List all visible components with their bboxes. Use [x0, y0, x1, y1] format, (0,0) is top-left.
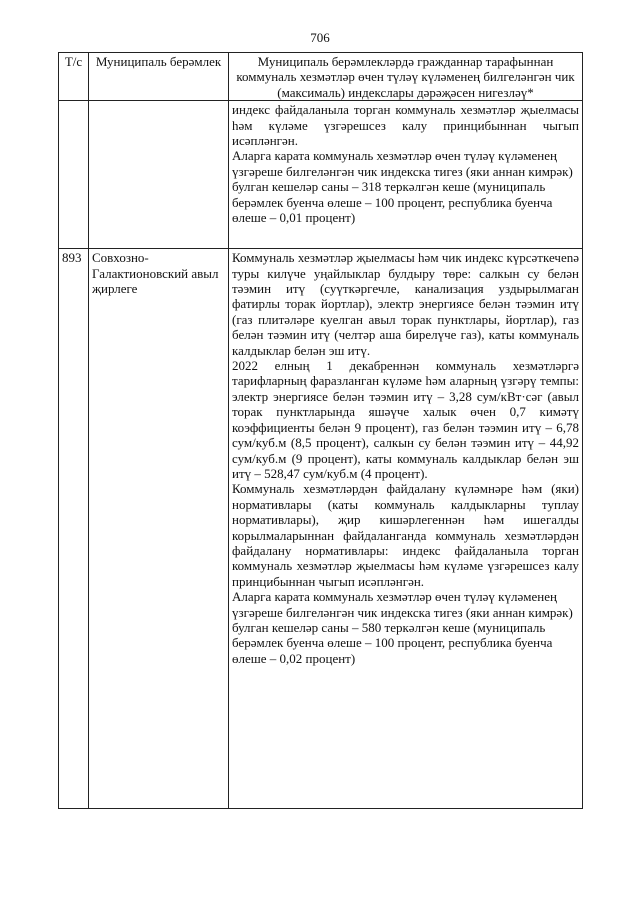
header-municipality: Муниципаль берәмлек — [89, 53, 229, 101]
row-indicator-text — [229, 101, 583, 249]
row-municipality — [89, 101, 229, 249]
table-row — [59, 249, 583, 809]
paragraph: Коммуналь хезмәтләр җыелмасы һәм чик индекс күрсәткечenә туры килүче уңайлыклар булдыру төре: салкын су белән тәэмин итү (суүткәргечле, канализация уздырылмаган фатирлы торак йортлар), электр энергиясе белән тәэмин итү (газ плитәләре куелган авыл торак пунктлары, йортлар), газ белән тәэмин итү (челтәр аша бирелүче газ), каты коммуналь калдыклар белән эш итү. — [232, 250, 579, 358]
header-number: Т/с — [59, 53, 89, 101]
table-header-row — [59, 53, 583, 101]
municipal-index-table — [58, 52, 583, 809]
page-number: 706 — [310, 30, 330, 45]
row-indicator-text — [229, 249, 583, 809]
row-number: 893 — [59, 249, 89, 809]
paragraph: Аларга карата коммуналь хезмәтләр өчен түләү күләменең үзгәреше билгеләнгән чик индекска тигез (яки аннан кимрәк) булган кешеләр саны – 318 теркәлгән кеше (муниципаль берәмлек буенча өлеше – 100 процент, республика буенча өлеше – 0,01 процент) — [232, 148, 573, 226]
paragraph: Коммуналь хезмәтләрдән файдалану күләмнәре һәм (яки) нормативлары (каты коммуналь калдыкларны туплау нормативлары), җир кишәрлегеннән һәм ишегалды корылмаларыннан файдаланганда коммуналь хезмәтләрдән файдалану нормативлары: индекс файдаланыла торган коммуналь хезмәтләр җыелмасы һәм күләме үзгәрешсез калу принцибыннан чыгып исәпләнгән. — [232, 481, 579, 589]
paragraph: индекс файдаланыла торган коммуналь хезмәтләр җыелмасы һәм күләме үзгәрешсез калу принцибыннан чыгып исәпләнгән. — [232, 102, 579, 149]
paragraph: Аларга карата коммуналь хезмәтләр өчен түләү күләменең үзгәреше билгеләнгән чик индекска тигез (яки аннан кимрәк) булган кешеләр саны – 580 теркәлгән кеше (муниципаль берәмлек буенча өлеше – 100 процент, республика буенча өлеше – 0,02 процент) — [232, 589, 573, 666]
row-number — [59, 101, 89, 249]
header-indicator: Муниципаль берәмлекләрдә гражданнар тарафыннан коммуналь хезмәтләр өчен түләү күләменең билгеләнгән чик (максималь) индекслары дәрәҗәсен нигезләү* — [229, 53, 583, 101]
table-row — [59, 101, 583, 249]
paragraph: 2022 елның 1 декабреннән коммуналь хезмәтләргә тарифларның фаразланган күләме һәм аларның үзгәрү темпы: электр энергиясе белән тәэмин итү – 3,28 сум/кВт·сәг (авыл торак пунктларында яшәүче халык өчен 0,7 кимәтү коэффициенты белән 9 процент), газ белән тәэмин итү – 6,78 сум/куб.м (8,5 процент), салкын су белән тәэмин итү – 44,92 сум/куб.м (9 процент), каты коммуналь калдыклар белән эш итү – 528,47 сум/куб.м (4 процент). — [232, 358, 579, 481]
row-municipality: Совхозно-Галактионовский авыл җирлеге — [89, 249, 229, 809]
